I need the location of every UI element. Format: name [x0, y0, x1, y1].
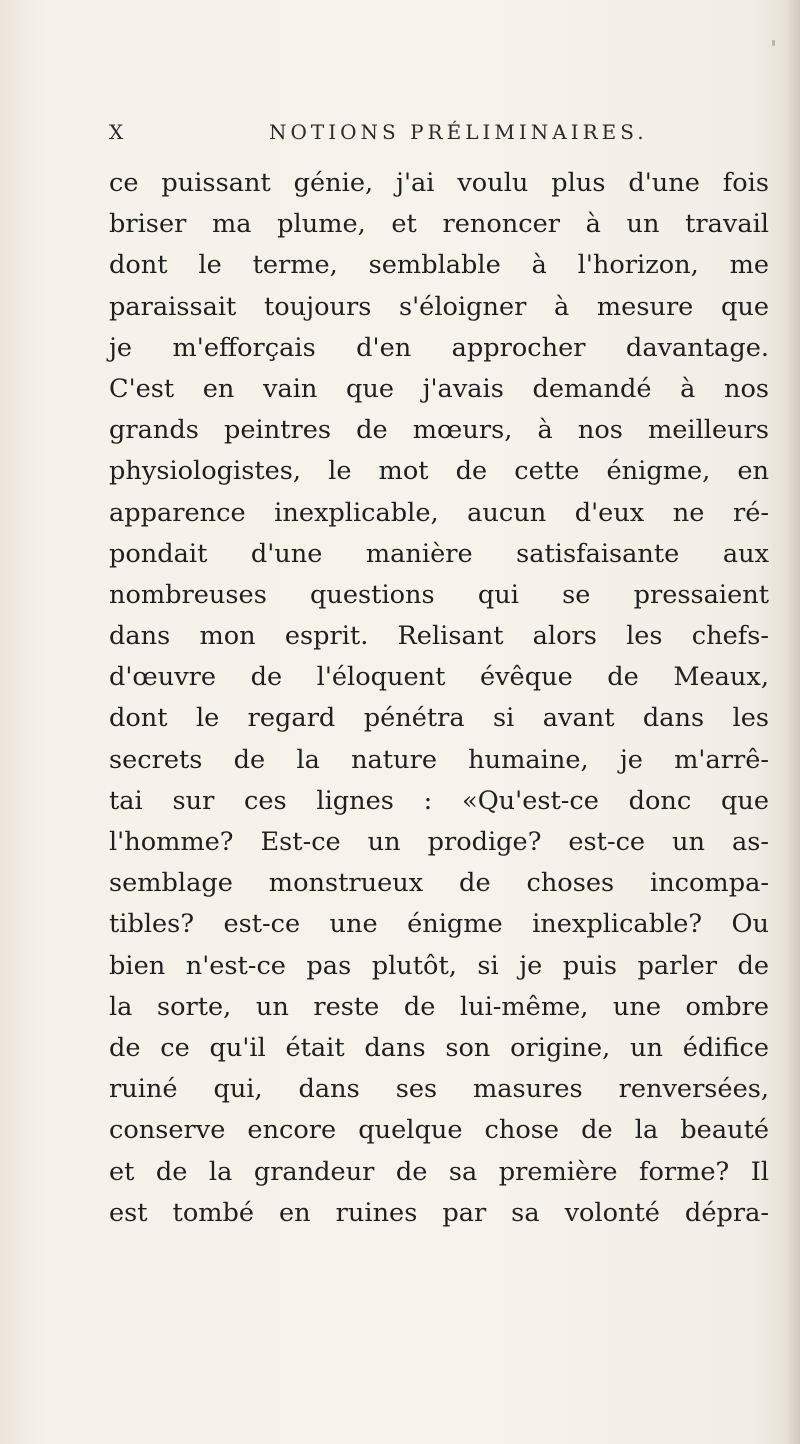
text-line: paraissait toujours s'éloigner à mesure que: [109, 291, 769, 322]
text-line: pondait d'une manière satisfaisante aux: [109, 538, 769, 569]
page-edge-shadow: [786, 0, 800, 1444]
text-line: semblage monstrueux de choses incompa-: [109, 868, 769, 899]
text-line: briser ma plume, et renoncer à un travail: [109, 209, 769, 240]
text-line: dont le terme, semblable à l'horizon, me: [109, 250, 769, 281]
text-line: dont le regard pénétra si avant dans les: [109, 703, 769, 734]
text-line: tai sur ces lignes : «Qu'est-ce donc que: [109, 785, 769, 816]
text-line: apparence inexplicable, aucun d'eux ne ré-: [109, 497, 769, 528]
page-number: X: [109, 120, 127, 144]
text-line: bien n'est-ce pas plutôt, si je puis parler de: [109, 950, 769, 981]
text-line: est tombé en ruines par sa volonté dépra-: [109, 1197, 769, 1228]
text-line: nombreuses questions qui se pressaient: [109, 579, 769, 610]
text-line: l'homme? Est-ce un prodige? est-ce un as-: [109, 827, 769, 857]
running-header: [109, 120, 699, 152]
text-line: ce puissant génie, j'ai voulu plus d'une fois: [109, 168, 769, 198]
text-line: C'est en vain que j'avais demandé à nos: [109, 373, 769, 404]
text-line: ruiné qui, dans ses masures renversées,: [109, 1074, 769, 1105]
text-line: la sorte, un reste de lui-même, une ombre: [109, 991, 769, 1022]
text-line: physiologistes, le mot de cette énigme, en: [109, 456, 769, 487]
text-line: je m'efforçais d'en approcher davantage.: [109, 332, 769, 363]
text-line: grands peintres de mœurs, à nos meilleurs: [109, 415, 769, 446]
body-text: [109, 163, 769, 1234]
text-line: de ce qu'il était dans son origine, un édifice: [109, 1032, 769, 1063]
text-line: secrets de la nature humaine, je m'arrê-: [109, 744, 769, 775]
running-title: NOTIONS PRÉLIMINAIRES.: [269, 120, 648, 144]
paper-speck: [772, 40, 775, 46]
text-line: d'œuvre de l'éloquent évêque de Meaux,: [109, 662, 769, 693]
text-line: conserve encore quelque chose de la beauté: [109, 1115, 769, 1146]
text-line: tibles? est-ce une énigme inexplicable? Ou: [109, 909, 769, 940]
text-line: et de la grandeur de sa première forme? Il: [109, 1156, 769, 1187]
text-line: dans mon esprit. Relisant alors les chefs-: [109, 621, 769, 652]
